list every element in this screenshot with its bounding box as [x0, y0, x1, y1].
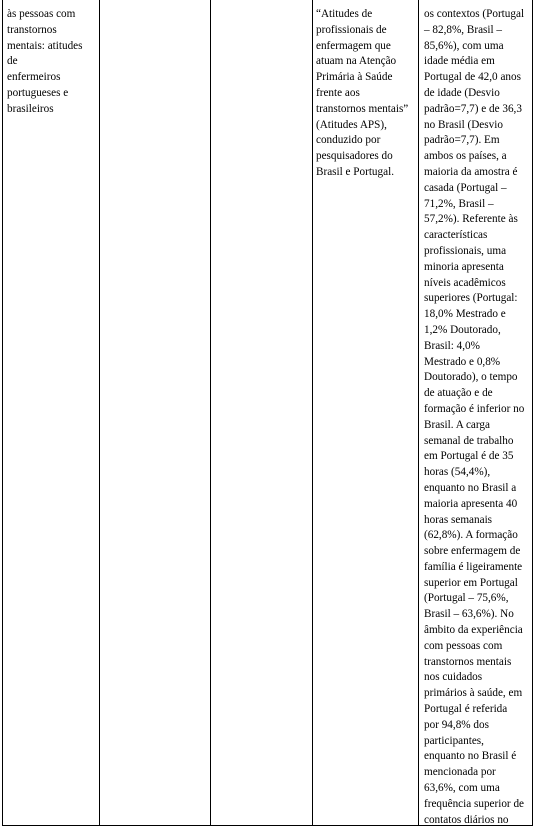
table-cell-article-title	[3, 0, 99, 825]
document-table	[2, 0, 533, 826]
table-cell-results	[418, 0, 532, 825]
table-cell-empty-2	[99, 0, 210, 825]
instrument-text: “Atitudes de profissionais de enfermagem que atuam na Atenção Primária à Saúde frente aos transtornos mentais” (Atitudes APS), conduzido por pesquisadores do Brasil e Portugal.	[316, 8, 409, 178]
table-cell-instrument	[312, 0, 418, 825]
results-text: os contextos (Portugal – 82,8%, Brasil – 85,6%), com uma idade média em Portugal de 42,0 anos de idade (Desvio padrão=7,7) e de 36,3 no Brasil (Desvio padrão=7,7). Em ambos os países, a maioria da amostra é casada (Portugal – 71,2%, Brasil – 57,2%). Referente às características profissionais, uma minoria apresenta níveis acadêmicos superiores (Portugal: 18,0% Mestrado e 1,2% Doutorado, Brasil: 4,0% Mestrado e 0,8% Doutorado), o tempo de atuação e de formação é inferior no Brasil. A carga semanal de trabalho em Portugal é de 35 horas (54,4%), enquanto no Brasil a maioria apresenta 40 horas semanais (62,8%). A formação sobre enfermagem de família é ligeiramente superior em Portugal (Portugal – 75,6%, Brasil – 63,6%). No âmbito da experiência com pessoas com transtornos mentais nos cuidados primários à saúde, em Portugal é referida por 94,8% dos participantes, enquanto no Brasil é mencionada por 63,6%, com uma frequência superior de contatos diários no	[424, 8, 525, 826]
article-title-text: às pessoas com transtornos mentais: atitudes de enfermeiros portugueses e brasileiros	[7, 8, 83, 115]
table-cell-empty-3	[210, 0, 312, 825]
